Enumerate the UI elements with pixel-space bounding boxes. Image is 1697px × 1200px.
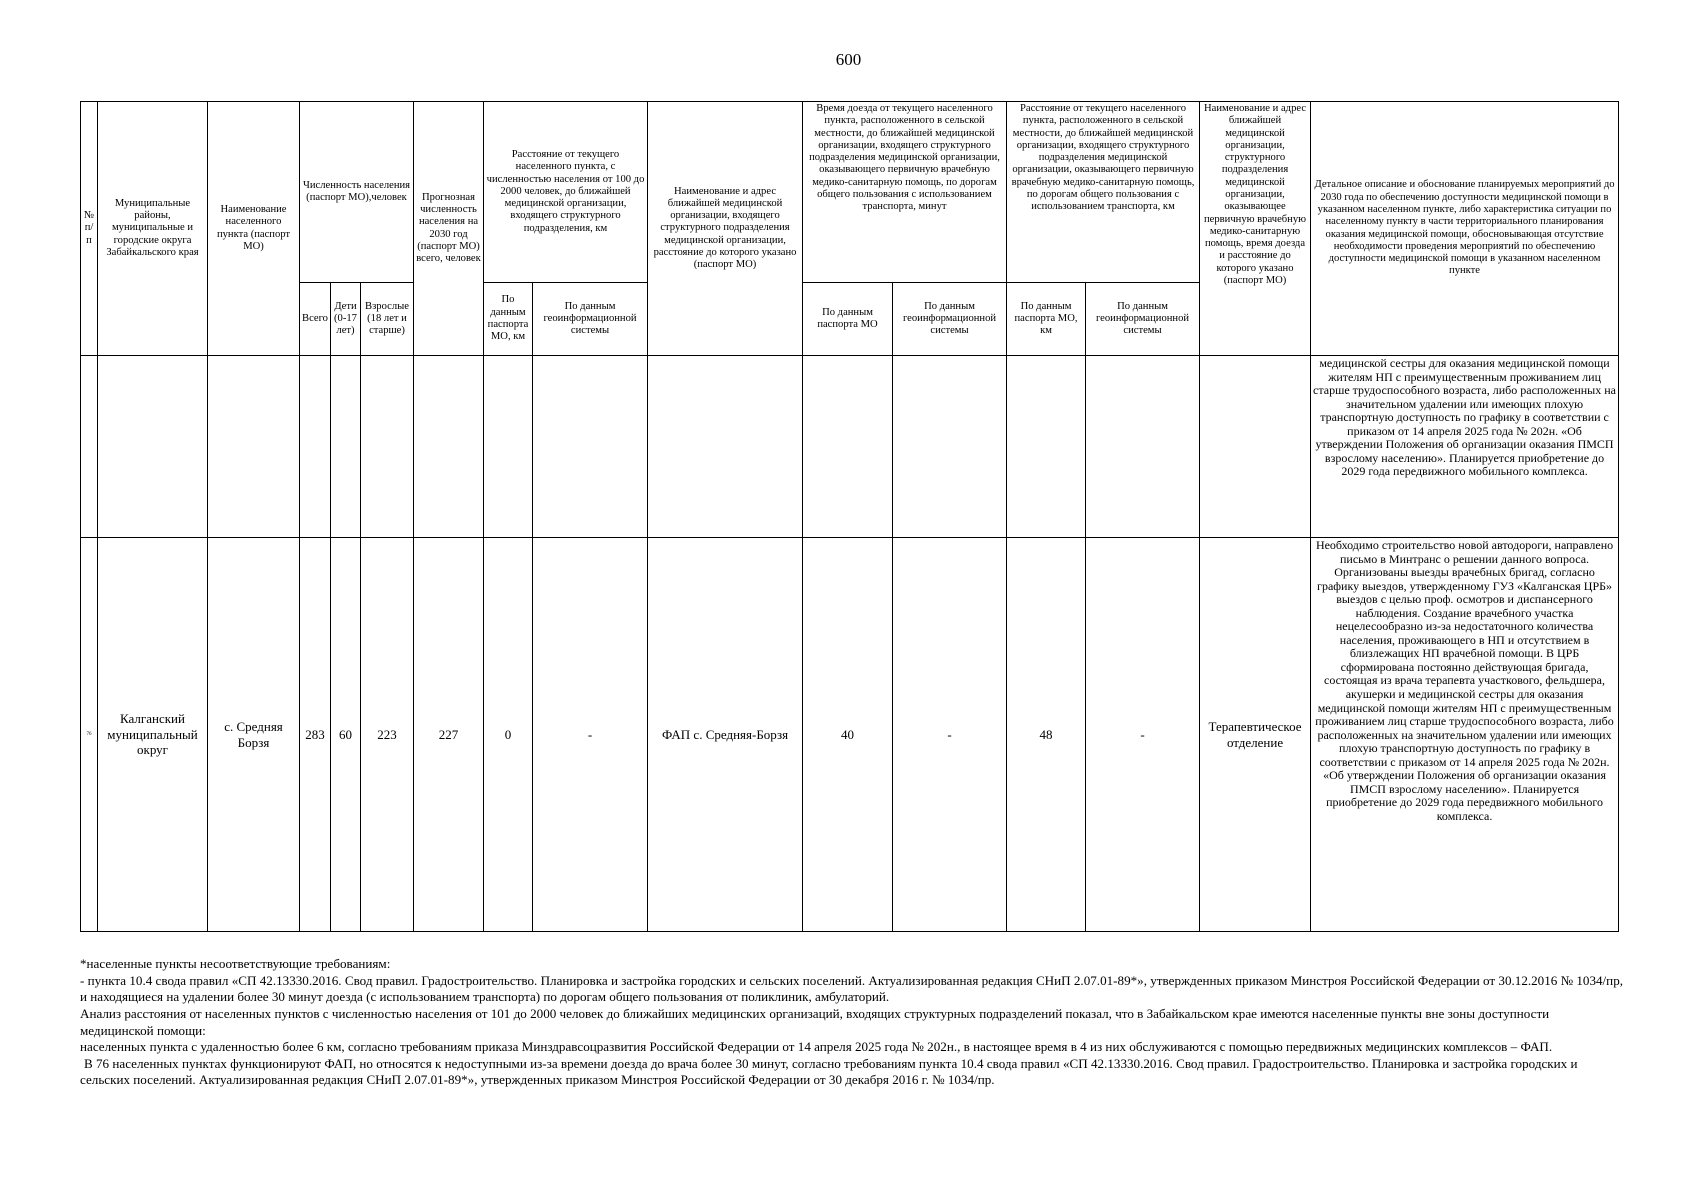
cell-district: Калганский муниципальный округ — [98, 538, 208, 932]
header-settlement: Наименование населенного пункта (паспорт МО) — [208, 102, 300, 356]
cell-pop-total: 283 — [300, 538, 331, 932]
footnote-remote: населенных пункта с удаленностью более 6 км, согласно требованиям приказа Минздравсоцразвития Российской Федерации от 14 апреля 2025 года № 202н., в настоящее время в 4 из них обслуживаются с помощью передвижных медицинских комплексов – ФАП. — [80, 1039, 1553, 1055]
cell-time-passport — [803, 356, 893, 538]
cell-rdist-passport — [1007, 356, 1086, 538]
cell-dist-geo: - — [533, 538, 648, 932]
header-forecast: Прогнозная численность населения на 2030 год (паспорт МО) всего, человек — [414, 102, 484, 356]
cell-forecast — [414, 356, 484, 538]
header-rdist-passport: По данным паспорта МО, км — [1007, 283, 1086, 356]
cell-pop-children: 60 — [331, 538, 361, 932]
header-district: Муниципальные районы, муниципальные и городские округа Забайкальского края — [98, 102, 208, 356]
page-number: 600 — [835, 50, 862, 69]
cell-dist-passport — [484, 356, 533, 538]
cell-rdist-geo — [1086, 356, 1200, 538]
cell-settlement: с. Средняя Борзя — [208, 538, 300, 932]
header-dist-passport: По данным паспорта МО, км — [484, 283, 533, 356]
cell-time-geo: - — [893, 538, 1007, 932]
cell-rdist-geo: - — [1086, 538, 1200, 932]
cell-num — [81, 356, 98, 538]
header-time-passport: По данным паспорта МО — [803, 283, 893, 356]
cell-time-geo — [893, 356, 1007, 538]
table-row — [81, 356, 1619, 538]
footnote-fap: В 76 населенных пунктах функционируют ФАП, но относятся к недоступными из-за времени доезда до врача более 30 минут, согласно требованиям пункта 10.4 свода правил «СП 42.13330.2016. Свод правил. Градостроительство. Планировка и застройка городских и сельских поселений. Актуализированная редакция СНиП 2.07.01-89*», утвержденных приказом Минстроя Российской Федерации от 30 декабря 2016 г. № 1034/пр. — [80, 1055, 1578, 1088]
cell-time-passport: 40 — [803, 538, 893, 932]
footnote-title: *населенные пункты несоответствующие требованиям: — [80, 956, 391, 971]
cell-dist-geo — [533, 356, 648, 538]
cell-nearest-org — [648, 356, 803, 538]
header-description: Детальное описание и обоснование планируемых мероприятий до 2030 года по обеспечению доступности медицинской помощи в указанном населенном пункте, либо характеристика ситуации по населенному пункту в части территориального планирования оказания медицинской помощи, обосновывающая отсутствие необходимости проведения мероприятий по обеспечению доступности медицинской помощи в указанном населенном пункте — [1311, 102, 1619, 356]
cell-num: 76 — [81, 538, 98, 932]
footnotes — [80, 956, 1625, 1089]
cell-pop-total — [300, 356, 331, 538]
header-travel-time: Время доезда от текущего населенного пункта, расположенного в сельской местности, до ближайшей медицинской организации, входящего структурного подразделения медицинской организации, оказывающего первичную врачебную медико-санитарную помощь, по дорогам общего пользования с использованием транспорта, минут — [803, 102, 1007, 283]
header-population: Численность населения (паспорт МО),человек — [300, 102, 414, 283]
cell-primary-org — [1200, 356, 1311, 538]
cell-primary-org: Терапевтическое отделение — [1200, 538, 1311, 932]
header-pop-children: Дети (0-17 лет) — [331, 283, 361, 356]
cell-description: медицинской сестры для оказания медицинской помощи жителям НП с преимущественным проживанием лиц старше трудоспособного возраста, либо расположенных на значительном удалении или имеющих плохую транспортную доступность по графику в соответствии с приказом от 14 апреля 2025 года № 202н. «Об утверждении Положения об организации оказания ПМСП взрослому населению». Планируется приобретение до 2029 года передвижного мобильного комплекса. — [1311, 356, 1619, 538]
cell-description: Необходимо строительство новой автодороги, направлено письмо в Минтранс о решении данного вопроса. Организованы выезды врачебных бригад, согласно графику выездов, утвержденному ГУЗ «Калганская ЦРБ» выездов с целью проф. осмотров и диспансерного наблюдения. Создание врачебного участка нецелесообразно из-за недостаточного количества населения, проживающего в НП и отсутствием в близлежащих НП врачебной помощи. В ЦРБ сформирована постоянно действующая бригада, состоящая из врача терапевта участкового, фельдшера, акушерки и медицинской сестры для оказания медицинской помощи жителям НП с преимущественным проживанием лиц старше трудоспособного возраста, либо расположенных на значительном удалении или имеющих плохую транспортную доступность по графику в соответствии с приказом от 14 апреля 2025 года № 202н. «Об утверждении Положения об организации оказания ПМСП взрослому населению». Планируется приобретение до 2029 года передвижного мобильного комплекса. — [1311, 538, 1619, 932]
header-pop-adults: Взрослые (18 лет и старше) — [361, 283, 414, 356]
cell-pop-adults — [361, 356, 414, 538]
header-num: № п/п — [81, 102, 98, 356]
header-nearest-org: Наименование и адрес ближайшей медицинской организации, входящего структурного подразделения медицинской организации, расстояние до которого указано (паспорт МО) — [648, 102, 803, 356]
header-dist-geo: По данным геоинформационной системы — [533, 283, 648, 356]
cell-nearest-org: ФАП с. Средняя-Борзя — [648, 538, 803, 932]
settlements-table — [80, 101, 1619, 932]
table-row — [81, 538, 1619, 932]
cell-forecast: 227 — [414, 538, 484, 932]
footnote-analysis: Анализ расстояния от населенных пунктов с численностью населения от 101 до 2000 человек до ближайших медицинских организаций, входящих структурных подразделений показал, что в Забайкальском крае имеются населенные пункты вне зоны доступности медицинской помощи: — [80, 1005, 1550, 1038]
cell-district — [98, 356, 208, 538]
footnote-item: - пункта 10.4 свода правил «СП 42.13330.2016. Свод правил. Градостроительство. Планировка и застройка городских и сельских поселений. Актуализированная редакция СНиП 2.07.01-89*», утвержденных приказом Минстроя Российской Федерации от 30.12.2016 № 1034/пр, и находящиеся на удалении более 30 минут доезда (с использованием транспорта) по дорогам общего пользования от поликлиник, амбулаторий. — [80, 972, 1624, 1005]
cell-pop-children — [331, 356, 361, 538]
header-distance-rural: Расстояние от текущего населенного пункта, расположенного в сельской местности, до ближайшей медицинской организации, входящего структурного подразделения медицинской организации, оказывающего первичную врачебную медико-санитарную помощь, по дорогам общего пользования с использованием транспорта, км — [1007, 102, 1200, 283]
header-distance-100-2000: Расстояние от текущего населенного пункта, с численностью населения от 100 до 2000 человек, до ближайшей медицинской организации, входящего структурного подразделения, км — [484, 102, 648, 283]
header-pop-total: Всего — [300, 283, 331, 356]
cell-pop-adults: 223 — [361, 538, 414, 932]
cell-rdist-passport: 48 — [1007, 538, 1086, 932]
header-primary-org: Наименование и адрес ближайшей медицинской организации, структурного подразделения медицинской организации, оказывающее первичную врачебную медико-санитарную помощь, время доезда и расстояние до которого указано (паспорт МО) — [1200, 102, 1311, 356]
header-time-geo: По данным геоинформационной системы — [893, 283, 1007, 356]
cell-settlement — [208, 356, 300, 538]
cell-dist-passport: 0 — [484, 538, 533, 932]
header-rdist-geo: По данным геоинформационной системы — [1086, 283, 1200, 356]
